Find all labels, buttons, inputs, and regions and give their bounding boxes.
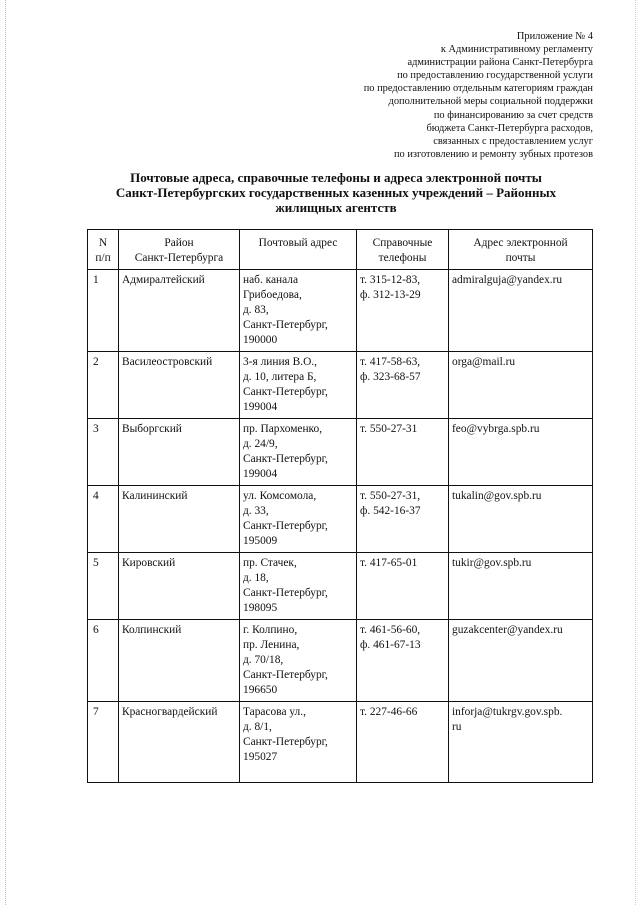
cell-num: 3 [88,419,119,486]
cell-email-link[interactable]: feo@vybrga.spb.ru [449,419,593,486]
cell-district: Выборгский [119,419,240,486]
appendix-line: администрации района Санкт-Петербурга [407,57,593,69]
title-line: Санкт-Петербургских государственных казенных учреждений – Районных [115,185,557,200]
header-address: Почтовый адрес [240,230,357,270]
cell-address: г. Колпино, пр. Ленина, д. 70/18, Санкт-Петербург, 196650 [240,620,357,702]
cell-num: 6 [88,620,119,702]
appendix-line: дополнительной меры социальной поддержки [388,96,593,108]
scan-edge-left [0,0,6,905]
cell-num: 7 [88,702,119,783]
table-row [88,702,593,783]
cell-email-link[interactable]: tukir@gov.spb.ru [449,553,593,620]
cell-address: ул. Комсомола, д. 33, Санкт-Петербург, 195009 [240,486,357,553]
table-row [88,352,593,419]
cell-num: 5 [88,553,119,620]
cell-num: 1 [88,270,119,352]
cell-email-link[interactable]: tukalin@gov.spb.ru [449,486,593,553]
cell-address: Тарасова ул., д. 8/1, Санкт-Петербург, 195027 [240,702,357,783]
title-line: Почтовые адреса, справочные телефоны и адреса электронной почты [130,170,542,185]
cell-district: Адмиралтейский [119,270,240,352]
agencies-table [87,229,593,783]
cell-district: Колпинский [119,620,240,702]
header-phones: Справочные телефоны [357,230,449,270]
cell-phones: т. 550-27-31, ф. 542-16-37 [357,486,449,553]
cell-phones: т. 461-56-60, ф. 461-67-13 [357,620,449,702]
document-title [105,170,567,215]
cell-phones: т. 227-46-66 [357,702,449,783]
appendix-line: бюджета Санкт-Петербурга расходов, [426,122,593,134]
appendix-line: Приложение № 4 [516,31,593,42]
cell-district: Василеостровский [119,352,240,419]
table-header-row [88,230,593,270]
table-row [88,553,593,620]
table-row [88,486,593,553]
table-row [88,419,593,486]
scan-edge-right [635,0,640,905]
appendix-line: по финансированию за счет средств [433,109,593,121]
appendix-note [263,30,593,161]
table-row [88,270,593,352]
appendix-line: связанных с предоставлением услуг [433,135,593,147]
appendix-line: по изготовлению и ремонту зубных протезов [393,148,593,160]
cell-district: Калининский [119,486,240,553]
appendix-line: к Административному регламенту [440,44,593,56]
cell-address: 3-я линия В.О., д. 10, литера Б, Санкт-Петербург, 199004 [240,352,357,419]
cell-address: пр. Стачек, д. 18, Санкт-Петербург, 198095 [240,553,357,620]
cell-num: 4 [88,486,119,553]
cell-address: наб. канала Грибоедова, д. 83, Санкт-Петербург, 190000 [240,270,357,352]
cell-address: пр. Пархоменко, д. 24/9, Санкт-Петербург, 199004 [240,419,357,486]
cell-district: Красногвардейский [119,702,240,783]
header-district: Район Санкт-Петербурга [119,230,240,270]
cell-email-link[interactable]: admiralguja@yandex.ru [449,270,593,352]
header-num: N п/п [88,230,119,270]
cell-phones: т. 417-58-63, ф. 323-68-57 [357,352,449,419]
cell-email-link[interactable]: inforja@tukrgv.gov.spb. ru [449,702,593,783]
cell-phones: т. 550-27-31 [357,419,449,486]
title-line: жилищных агентств [275,200,397,215]
table-row [88,620,593,702]
header-email: Адрес электронной почты [449,230,593,270]
appendix-line: по предоставлению отдельным категориям граждан [363,83,593,95]
cell-district: Кировский [119,553,240,620]
cell-num: 2 [88,352,119,419]
cell-email-link[interactable]: orga@mail.ru [449,352,593,419]
cell-email-link[interactable]: guzakcenter@yandex.ru [449,620,593,702]
appendix-line: по предоставлению государственной услуги [397,70,593,82]
cell-phones: т. 315-12-83, ф. 312-13-29 [357,270,449,352]
cell-phones: т. 417-65-01 [357,553,449,620]
